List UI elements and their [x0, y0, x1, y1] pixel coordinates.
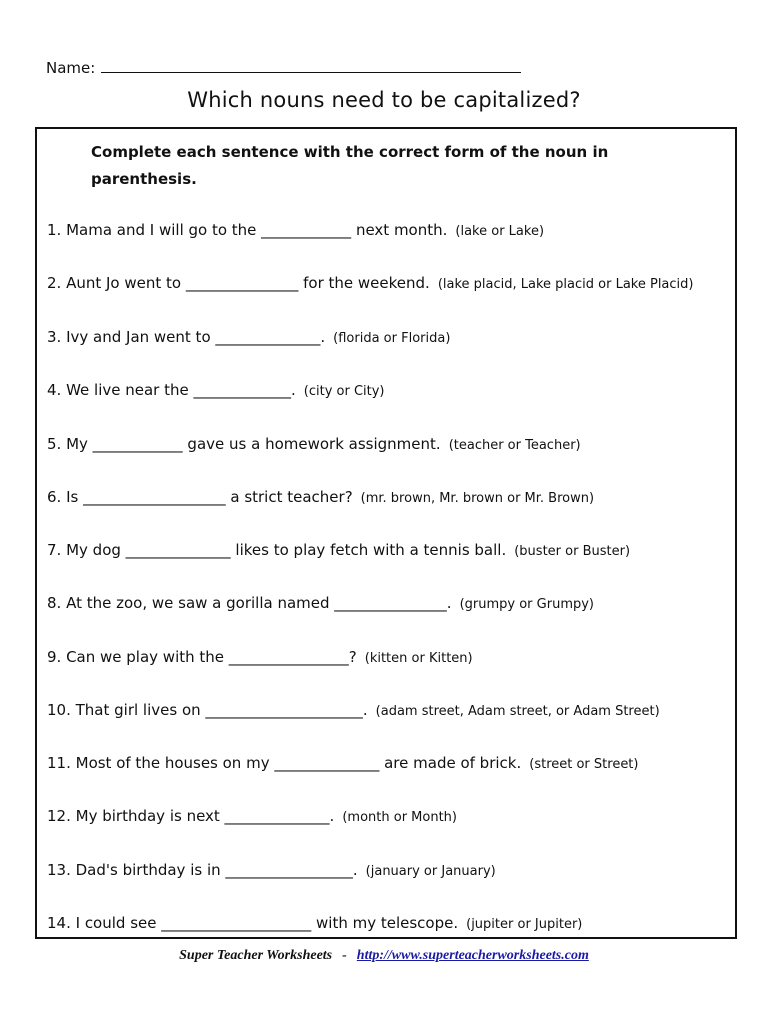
name-blank-line[interactable]	[101, 58, 521, 73]
question-text: 5. My ____________ gave us a homework assignment.	[47, 435, 441, 453]
question-3	[47, 328, 450, 346]
question-text: 7. My dog ______________ likes to play fetch with a tennis ball.	[47, 541, 507, 559]
question-hint: (kitten or Kitten)	[364, 651, 473, 666]
question-hint: (adam street, Adam street, or Adam Street)	[375, 704, 660, 719]
question-hint: (month or Month)	[342, 810, 457, 825]
footer-link[interactable]: http://www.superteacherworksheets.com	[356, 948, 589, 963]
question-text: 12. My birthday is next ______________.	[47, 807, 335, 825]
question-2	[47, 274, 693, 292]
worksheet-box	[35, 127, 737, 939]
question-hint: (city or City)	[303, 384, 385, 399]
question-text: 2. Aunt Jo went to _______________ for the weekend.	[47, 274, 430, 292]
question-text: 10. That girl lives on _____________________.	[47, 701, 368, 719]
worksheet-title: Which nouns need to be capitalized?	[187, 88, 581, 112]
question-hint: (teacher or Teacher)	[448, 438, 581, 453]
question-hint: (lake or Lake)	[455, 224, 545, 239]
footer-separator: -	[342, 948, 347, 963]
question-text: 9. Can we play with the ________________?	[47, 648, 357, 666]
name-field	[46, 58, 521, 77]
question-11	[47, 754, 638, 772]
question-7	[47, 541, 630, 559]
question-hint: (mr. brown, Mr. brown or Mr. Brown)	[360, 491, 595, 506]
question-text: 6. Is ___________________ a strict teacher?	[47, 488, 353, 506]
question-hint: (jupiter or Jupiter)	[466, 917, 583, 932]
question-text: 4. We live near the _____________.	[47, 381, 296, 399]
question-6	[47, 488, 594, 506]
question-hint: (lake placid, Lake placid or Lake Placid)	[437, 277, 694, 292]
instructions: Complete each sentence with the correct form of the noun in parenthesis.	[91, 143, 609, 188]
question-text: 11. Most of the houses on my ______________ are made of brick.	[47, 754, 522, 772]
question-1	[47, 221, 544, 239]
footer	[0, 948, 768, 964]
question-text: 8. At the zoo, we saw a gorilla named _______________.	[47, 594, 452, 612]
question-9	[47, 648, 473, 666]
question-hint: (florida or Florida)	[333, 331, 451, 346]
name-label: Name:	[46, 59, 96, 77]
question-hint: (street or Street)	[529, 757, 639, 772]
question-10	[47, 701, 660, 719]
question-hint: (grumpy or Grumpy)	[459, 597, 594, 612]
question-hint: (buster or Buster)	[514, 544, 631, 559]
question-4	[47, 381, 385, 399]
question-12	[47, 807, 457, 825]
question-8	[47, 594, 594, 612]
question-hint: (january or January)	[365, 864, 496, 879]
question-text: 3. Ivy and Jan went to ______________.	[47, 328, 326, 346]
question-13	[47, 861, 496, 879]
question-14	[47, 914, 582, 932]
question-5	[47, 435, 581, 453]
footer-brand: Super Teacher Worksheets	[179, 948, 333, 963]
question-text: 13. Dad's birthday is in _________________.	[47, 861, 358, 879]
question-text: 1. Mama and I will go to the ____________ next month.	[47, 221, 448, 239]
question-text: 14. I could see ____________________ with my telescope.	[47, 914, 459, 932]
